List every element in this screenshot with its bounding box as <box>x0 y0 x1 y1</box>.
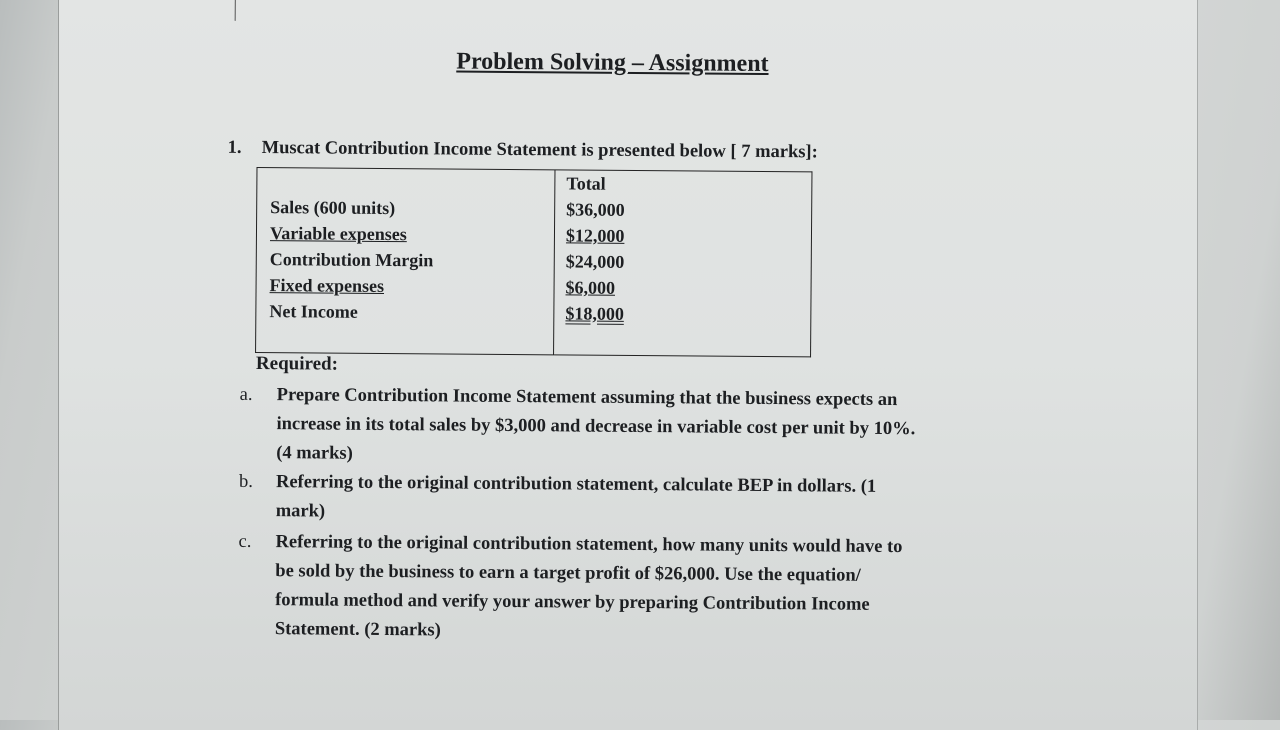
part-a-line: (4 marks) <box>276 443 353 464</box>
question-number: 1. <box>227 137 242 158</box>
row-label-contribution-margin: Contribution Margin <box>269 249 434 271</box>
part-c-marker: c. <box>238 531 252 552</box>
column-header-total: Total <box>566 173 606 194</box>
part-c-line: formula method and verify your answer by preparing Contribution Income <box>275 590 870 615</box>
part-c <box>238 528 903 649</box>
part-c-line: Referring to the original contribution statement, how many units would have to <box>275 532 903 558</box>
text-cursor <box>235 0 236 21</box>
row-label-sales: Sales (600 units) <box>270 197 396 219</box>
page-title: Problem Solving – Assignment <box>456 48 769 78</box>
part-c-line: be sold by the business to earn a target profit of $26,000. Use the equation/ <box>275 561 861 586</box>
question-text: Muscat Contribution Income Statement is presented below [ 7 marks]: <box>261 138 818 163</box>
values-column <box>554 170 812 357</box>
part-b-line: mark) <box>275 501 326 522</box>
value-sales: $36,000 <box>566 199 625 220</box>
value-net-income: $18,000 <box>565 303 624 324</box>
value-fixed-expenses: $6,000 <box>565 277 616 298</box>
value-variable-expenses: $12,000 <box>565 225 625 246</box>
row-label-fixed-expenses: Fixed expenses <box>269 275 385 296</box>
part-b-marker: b. <box>238 471 253 492</box>
part-b-line: Referring to the original contribution statement, calculate BEP in dollars. (1 <box>275 472 877 497</box>
part-a-line: increase in its total sales by $3,000 and decrease in variable cost per unit by 10%. <box>276 414 916 440</box>
row-label-variable-expenses: Variable expenses <box>269 223 407 245</box>
part-a-marker: a. <box>239 384 253 405</box>
required-label: Required: <box>255 352 339 375</box>
value-contribution-margin: $24,000 <box>565 251 625 272</box>
question-1-heading <box>228 138 818 164</box>
income-statement-table <box>255 167 812 357</box>
row-label-net-income: Net Income <box>269 301 358 322</box>
labels-column <box>256 167 555 354</box>
part-a-line: Prepare Contribution Income Statement assuming that the business expects an <box>276 385 898 411</box>
part-c-line: Statement. (2 marks) <box>274 619 441 641</box>
part-b <box>239 468 877 531</box>
part-a <box>239 381 915 473</box>
